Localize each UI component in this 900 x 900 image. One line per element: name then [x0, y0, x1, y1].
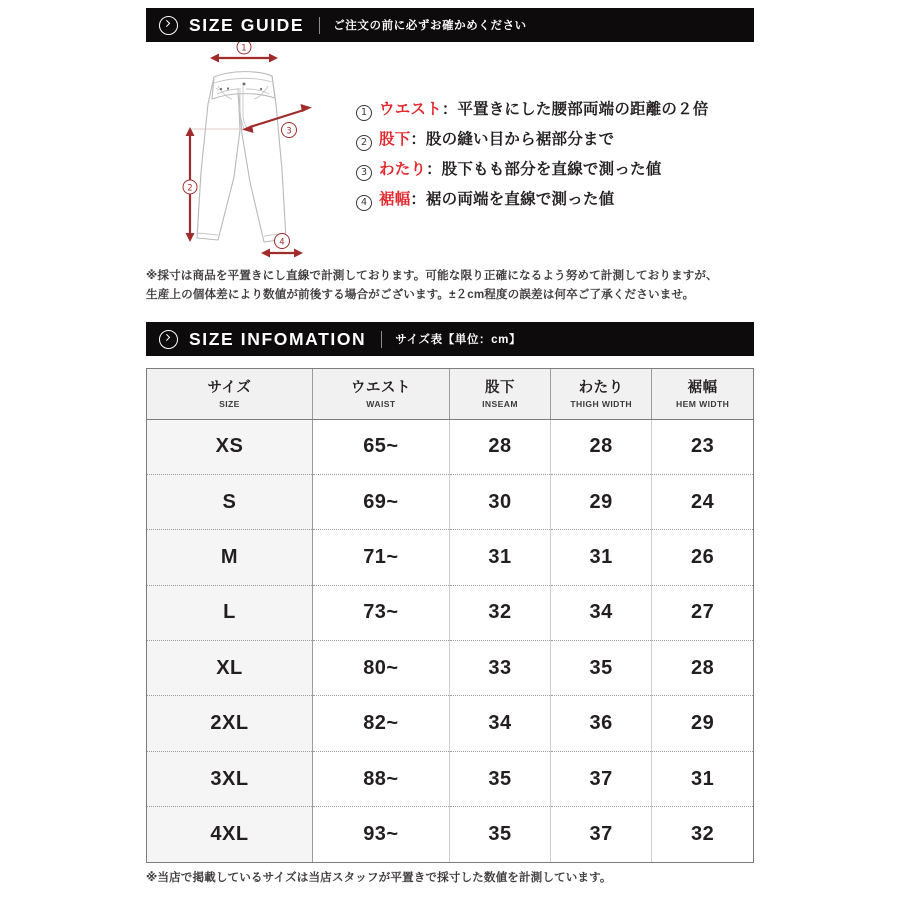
- cell-thigh: 37: [551, 751, 652, 806]
- legend-term: わたり: [379, 161, 427, 178]
- column-header-en: SIZE: [219, 398, 240, 409]
- table-row: [147, 807, 753, 862]
- legend-colon: ：: [410, 131, 426, 148]
- cell-hem: 31: [652, 751, 753, 806]
- column-header-waist: [312, 369, 449, 419]
- legend-description: 股下もも部分を直線で測った値: [441, 161, 662, 178]
- cell-size: XS: [147, 419, 312, 474]
- cell-inseam: 33: [449, 641, 550, 696]
- cell-hem: 23: [652, 419, 753, 474]
- legend-colon: ：: [426, 161, 442, 178]
- column-header-jp: 股下: [484, 379, 515, 396]
- note-line-2: 生産上の個体差により数値が前後する場合がございます。±２cm程度の誤差は何卒ご了承くださいませ。: [146, 287, 695, 301]
- cell-waist: 65~: [312, 419, 449, 474]
- column-header-jp: 裾幅: [687, 379, 718, 396]
- legend-term: ウエスト: [379, 101, 442, 118]
- table-header-row: [147, 369, 753, 419]
- legend-number-badge: 2: [356, 135, 372, 151]
- legend-item: [356, 97, 756, 120]
- legend-term: 裾幅: [379, 191, 411, 208]
- size-guide-title: SIZE GUIDE: [189, 14, 305, 35]
- legend-description: 平置きにした腰部両端の距離の２倍: [457, 101, 709, 118]
- cell-size: L: [147, 585, 312, 640]
- cell-waist: 82~: [312, 696, 449, 751]
- table-row: [147, 474, 753, 529]
- cell-size: 3XL: [147, 751, 312, 806]
- legend-term: 股下: [379, 131, 411, 148]
- cell-hem: 24: [652, 474, 753, 529]
- column-header-size: [147, 369, 312, 419]
- column-header-jp: ウエスト: [350, 379, 411, 396]
- cell-hem: 26: [652, 530, 753, 585]
- column-header-en: INSEAM: [482, 398, 518, 409]
- cell-size: 4XL: [147, 807, 312, 862]
- cell-size: S: [147, 474, 312, 529]
- table-row: [147, 585, 753, 640]
- legend-number-badge: 1: [356, 105, 372, 121]
- svg-text:1: 1: [241, 43, 247, 54]
- svg-text:3: 3: [286, 126, 292, 137]
- cell-thigh: 37: [551, 807, 652, 862]
- header-divider: [381, 331, 382, 348]
- cell-hem: 29: [652, 696, 753, 751]
- measurement-legend: [356, 97, 756, 217]
- legend-item: [356, 127, 756, 150]
- cell-waist: 73~: [312, 585, 449, 640]
- cell-inseam: 34: [449, 696, 550, 751]
- note-line-1: ※採寸は商品を平置きにし直線で計測しております。可能な限り正確になるよう努めて計測しておりますが、: [146, 269, 718, 282]
- cell-waist: 80~: [312, 641, 449, 696]
- size-table-container: [146, 368, 754, 863]
- note-line: ※当店で掲載しているサイズは当店スタッフが平置きで採寸した数値を計測しています。: [146, 871, 612, 884]
- table-row: [147, 696, 753, 751]
- column-header-en: HEM WIDTH: [676, 398, 730, 409]
- cell-hem: 27: [652, 585, 753, 640]
- cell-inseam: 28: [449, 419, 550, 474]
- cell-inseam: 32: [449, 585, 550, 640]
- legend-description: 裾の両端を直線で測った値: [425, 191, 615, 208]
- cell-size: XL: [147, 641, 312, 696]
- svg-text:2: 2: [187, 183, 193, 194]
- column-header-hem-width: [652, 369, 753, 419]
- cell-inseam: 35: [449, 807, 550, 862]
- table-row: [147, 641, 753, 696]
- svg-text:4: 4: [279, 237, 285, 248]
- cell-inseam: 31: [449, 530, 550, 585]
- cell-waist: 88~: [312, 751, 449, 806]
- chevron-right-circle-icon: [159, 16, 178, 35]
- cell-thigh: 31: [551, 530, 652, 585]
- table-row: [147, 530, 753, 585]
- legend-colon: ：: [410, 191, 426, 208]
- size-information-header-bar: [146, 322, 754, 356]
- cell-size: M: [147, 530, 312, 585]
- table-row: [147, 751, 753, 806]
- measurement-disclaimer-note: [146, 267, 766, 305]
- cell-waist: 93~: [312, 807, 449, 862]
- column-header-jp: わたり: [578, 379, 624, 396]
- cell-hem: 28: [652, 641, 753, 696]
- cell-thigh: 29: [551, 474, 652, 529]
- legend-item: [356, 157, 756, 180]
- size-table: [147, 369, 753, 862]
- cell-thigh: 34: [551, 585, 652, 640]
- cell-thigh: 36: [551, 696, 652, 751]
- column-header-inseam: [449, 369, 550, 419]
- column-header-en: WAIST: [366, 398, 396, 409]
- size-guide-header-bar: [146, 8, 754, 42]
- column-header-en: THIGH WIDTH: [570, 398, 633, 409]
- legend-number-badge: 4: [356, 195, 372, 211]
- cell-hem: 32: [691, 823, 715, 846]
- column-header-thigh-width: [551, 369, 652, 419]
- staff-measurement-note: [146, 869, 766, 888]
- size-information-subtitle: サイズ表【単位：cm】: [395, 334, 522, 346]
- chevron-right-circle-icon: [159, 330, 178, 349]
- cell-inseam: 30: [449, 474, 550, 529]
- table-row: [147, 419, 753, 474]
- arrow-hem: [261, 249, 303, 258]
- cell-thigh: 35: [551, 641, 652, 696]
- legend-number-badge: 3: [356, 165, 372, 181]
- legend-item: [356, 187, 756, 210]
- cell-waist: 69~: [312, 474, 449, 529]
- arrow-waist: [210, 54, 278, 63]
- cell-waist: 71~: [312, 530, 449, 585]
- pants-measurement-diagram: [176, 42, 346, 264]
- legend-description: 股の縫い目から裾部分まで: [425, 131, 615, 148]
- cell-inseam: 35: [449, 751, 550, 806]
- cell-size: 2XL: [147, 696, 312, 751]
- header-divider: [319, 17, 320, 34]
- cell-thigh: 28: [551, 419, 652, 474]
- legend-colon: ：: [441, 101, 458, 118]
- column-header-jp: サイズ: [207, 379, 252, 396]
- size-information-title: SIZE INFOMATION: [189, 328, 367, 349]
- size-guide-subtitle: ご注文の前に必ずお確かめください: [333, 20, 527, 32]
